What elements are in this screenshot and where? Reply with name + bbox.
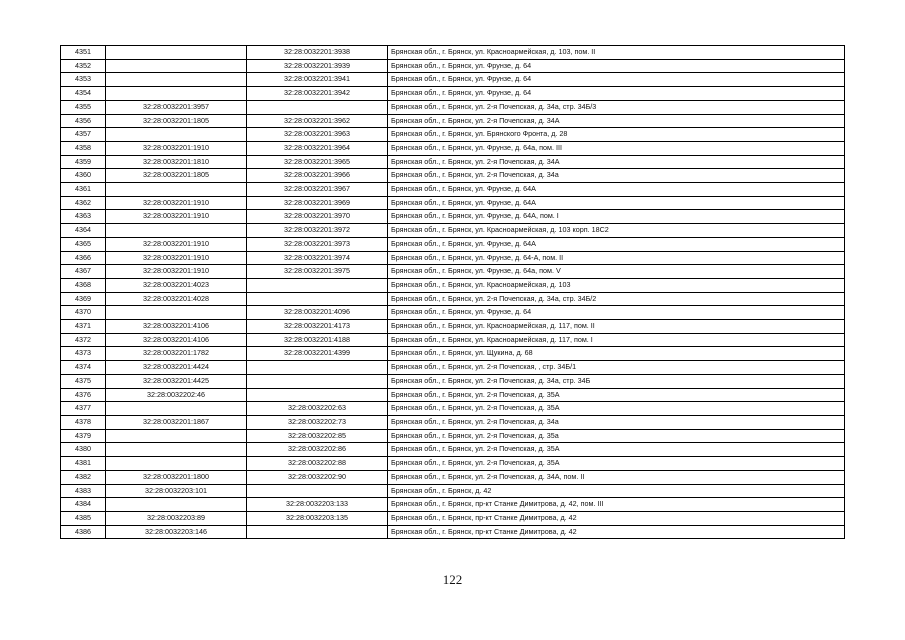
address-cell: Брянская обл., г. Брянск, ул. 2-я Почепская, , стр. 34Б/1 (388, 361, 845, 375)
address-cell: Брянская обл., г. Брянск, ул. Фрунзе, д. 64 (388, 87, 845, 101)
linked-cadastral-number-cell: 32:28:0032201:4188 (247, 333, 388, 347)
row-number-cell: 4369 (61, 292, 106, 306)
linked-cadastral-number-cell: 32:28:0032201:3972 (247, 224, 388, 238)
address-cell: Брянская обл., г. Брянск, ул. 2-я Почепская, д. 35а (388, 429, 845, 443)
address-cell: Брянская обл., г. Брянск, ул. Фрунзе, д. 64а, пом. V (388, 265, 845, 279)
table-row (61, 237, 845, 251)
table-row (61, 306, 845, 320)
row-number-cell: 4375 (61, 374, 106, 388)
table-row (61, 292, 845, 306)
address-cell: Брянская обл., г. Брянск, ул. Красноармейская, д. 103, пом. II (388, 46, 845, 60)
cadastral-number-cell (106, 457, 247, 471)
linked-cadastral-number-cell: 32:28:0032202:86 (247, 443, 388, 457)
address-cell: Брянская обл., г. Брянск, ул. Красноармейская, д. 103 корп. 18С2 (388, 224, 845, 238)
page-number: 122 (442, 572, 463, 587)
cadastral-number-cell (106, 46, 247, 60)
row-number-cell: 4384 (61, 498, 106, 512)
address-cell: Брянская обл., г. Брянск, пр-кт Станке Димитрова, д. 42, пом. III (388, 498, 845, 512)
row-number-cell: 4372 (61, 333, 106, 347)
cadastral-number-cell: 32:28:0032202:46 (106, 388, 247, 402)
row-number-cell: 4356 (61, 114, 106, 128)
linked-cadastral-number-cell (247, 278, 388, 292)
address-cell: Брянская обл., г. Брянск, ул. 2-я Почепская, д. 34А, пом. II (388, 470, 845, 484)
row-number-cell: 4353 (61, 73, 106, 87)
table-row (61, 73, 845, 87)
table-row (61, 402, 845, 416)
row-number-cell: 4379 (61, 429, 106, 443)
linked-cadastral-number-cell: 32:28:0032202:85 (247, 429, 388, 443)
cadastral-number-cell: 32:28:0032201:4028 (106, 292, 247, 306)
address-cell: Брянская обл., г. Брянск, ул. 2-я Почепская, д. 35А (388, 388, 845, 402)
row-number-cell: 4371 (61, 320, 106, 334)
row-number-cell: 4386 (61, 525, 106, 539)
cadastral-number-cell: 32:28:0032201:1782 (106, 347, 247, 361)
row-number-cell: 4385 (61, 511, 106, 525)
cadastral-number-cell: 32:28:0032201:1910 (106, 251, 247, 265)
cadastral-number-cell: 32:28:0032201:1800 (106, 470, 247, 484)
row-number-cell: 4365 (61, 237, 106, 251)
cadastral-number-cell: 32:28:0032201:1910 (106, 141, 247, 155)
table-row (61, 46, 845, 60)
linked-cadastral-number-cell: 32:28:0032203:133 (247, 498, 388, 512)
address-cell: Брянская обл., г. Брянск, ул. Фрунзе, д. 64 (388, 73, 845, 87)
linked-cadastral-number-cell (247, 100, 388, 114)
address-cell: Брянская обл., г. Брянск, ул. Красноармейская, д. 117, пом. I (388, 333, 845, 347)
linked-cadastral-number-cell (247, 361, 388, 375)
address-cell: Брянская обл., г. Брянск, ул. Красноармейская, д. 103 (388, 278, 845, 292)
table-row (61, 59, 845, 73)
row-number-cell: 4359 (61, 155, 106, 169)
address-cell: Брянская обл., г. Брянск, ул. 2-я Почепская, д. 35А (388, 457, 845, 471)
row-number-cell: 4376 (61, 388, 106, 402)
linked-cadastral-number-cell: 32:28:0032202:63 (247, 402, 388, 416)
table-row (61, 484, 845, 498)
table-row (61, 141, 845, 155)
row-number-cell: 4360 (61, 169, 106, 183)
address-cell: Брянская обл., г. Брянск, ул. Фрунзе, д. 64А (388, 237, 845, 251)
address-cell: Брянская обл., г. Брянск, ул. Фрунзе, д. 64 (388, 306, 845, 320)
table-row (61, 511, 845, 525)
table-row (61, 128, 845, 142)
row-number-cell: 4363 (61, 210, 106, 224)
linked-cadastral-number-cell: 32:28:0032201:3965 (247, 155, 388, 169)
linked-cadastral-number-cell: 32:28:0032201:3966 (247, 169, 388, 183)
cadastral-number-cell: 32:28:0032203:146 (106, 525, 247, 539)
cadastral-number-cell (106, 224, 247, 238)
table-row (61, 361, 845, 375)
cadastral-number-cell (106, 183, 247, 197)
row-number-cell: 4362 (61, 196, 106, 210)
row-number-cell: 4361 (61, 183, 106, 197)
cadastral-number-cell (106, 306, 247, 320)
row-number-cell: 4355 (61, 100, 106, 114)
table-row (61, 333, 845, 347)
linked-cadastral-number-cell: 32:28:0032201:4173 (247, 320, 388, 334)
cadastral-number-cell (106, 73, 247, 87)
cadastral-number-cell: 32:28:0032203:101 (106, 484, 247, 498)
linked-cadastral-number-cell: 32:28:0032201:3942 (247, 87, 388, 101)
row-number-cell: 4374 (61, 361, 106, 375)
row-number-cell: 4373 (61, 347, 106, 361)
linked-cadastral-number-cell (247, 374, 388, 388)
table-row (61, 443, 845, 457)
linked-cadastral-number-cell: 32:28:0032201:3963 (247, 128, 388, 142)
table-row (61, 224, 845, 238)
row-number-cell: 4380 (61, 443, 106, 457)
address-cell: Брянская обл., г. Брянск, ул. 2-я Почепская, д. 35А (388, 402, 845, 416)
linked-cadastral-number-cell: 32:28:0032201:3970 (247, 210, 388, 224)
row-number-cell: 4378 (61, 415, 106, 429)
address-cell: Брянская обл., г. Брянск, ул. 2-я Почепская, д. 34а, стр. 34Б/2 (388, 292, 845, 306)
linked-cadastral-number-cell: 32:28:0032201:3974 (247, 251, 388, 265)
cadastral-number-cell: 32:28:0032201:1910 (106, 210, 247, 224)
linked-cadastral-number-cell (247, 484, 388, 498)
table-row (61, 210, 845, 224)
table-row (61, 265, 845, 279)
table-row (61, 183, 845, 197)
row-number-cell: 4381 (61, 457, 106, 471)
cadastral-number-cell (106, 402, 247, 416)
linked-cadastral-number-cell: 32:28:0032201:3962 (247, 114, 388, 128)
address-cell: Брянская обл., г. Брянск, ул. Фрунзе, д. 64-А, пом. II (388, 251, 845, 265)
table-row (61, 498, 845, 512)
address-cell: Брянская обл., г. Брянск, ул. 2-я Почепская, д. 34а (388, 169, 845, 183)
cadastral-number-cell (106, 498, 247, 512)
cadastral-number-cell: 32:28:0032201:1867 (106, 415, 247, 429)
cadastral-number-cell: 32:28:0032201:4106 (106, 333, 247, 347)
table-row (61, 470, 845, 484)
row-number-cell: 4382 (61, 470, 106, 484)
address-cell: Брянская обл., г. Брянск, пр-кт Станке Димитрова, д. 42 (388, 511, 845, 525)
table-row (61, 347, 845, 361)
address-cell: Брянская обл., г. Брянск, ул. Фрунзе, д. 64а, пом. III (388, 141, 845, 155)
registry-table-body (61, 46, 845, 539)
row-number-cell: 4383 (61, 484, 106, 498)
cadastral-number-cell: 32:28:0032201:1810 (106, 155, 247, 169)
address-cell: Брянская обл., г. Брянск, ул. 2-я Почепская, д. 34а, стр. 34Б (388, 374, 845, 388)
table-row (61, 100, 845, 114)
cadastral-number-cell: 32:28:0032201:1805 (106, 114, 247, 128)
table-row (61, 278, 845, 292)
linked-cadastral-number-cell: 32:28:0032202:73 (247, 415, 388, 429)
linked-cadastral-number-cell: 32:28:0032202:90 (247, 470, 388, 484)
row-number-cell: 4354 (61, 87, 106, 101)
cadastral-number-cell: 32:28:0032201:4425 (106, 374, 247, 388)
linked-cadastral-number-cell: 32:28:0032201:3975 (247, 265, 388, 279)
address-cell: Брянская обл., г. Брянск, ул. 2-я Почепская, д. 34а (388, 415, 845, 429)
cadastral-number-cell: 32:28:0032201:1805 (106, 169, 247, 183)
linked-cadastral-number-cell: 32:28:0032203:135 (247, 511, 388, 525)
table-row (61, 196, 845, 210)
address-cell: Брянская обл., г. Брянск, ул. Фрунзе, д. 64А (388, 196, 845, 210)
row-number-cell: 4357 (61, 128, 106, 142)
row-number-cell: 4352 (61, 59, 106, 73)
linked-cadastral-number-cell (247, 388, 388, 402)
table-row (61, 251, 845, 265)
row-number-cell: 4367 (61, 265, 106, 279)
cadastral-number-cell: 32:28:0032201:1910 (106, 196, 247, 210)
table-row (61, 114, 845, 128)
table-row (61, 525, 845, 539)
address-cell: Брянская обл., г. Брянск, ул. 2-я Почепская, д. 34а, стр. 34Б/3 (388, 100, 845, 114)
address-cell: Брянская обл., г. Брянск, ул. 2-я Почепская, д. 35А (388, 443, 845, 457)
address-cell: Брянская обл., г. Брянск, ул. 2-я Почепская, д. 34А (388, 155, 845, 169)
cadastral-number-cell: 32:28:0032201:4023 (106, 278, 247, 292)
linked-cadastral-number-cell: 32:28:0032201:3967 (247, 183, 388, 197)
linked-cadastral-number-cell: 32:28:0032201:3973 (247, 237, 388, 251)
row-number-cell: 4377 (61, 402, 106, 416)
table-row (61, 320, 845, 334)
table-row (61, 457, 845, 471)
linked-cadastral-number-cell: 32:28:0032201:4399 (247, 347, 388, 361)
row-number-cell: 4358 (61, 141, 106, 155)
address-cell: Брянская обл., г. Брянск, пр-кт Станке Димитрова, д. 42 (388, 525, 845, 539)
linked-cadastral-number-cell: 32:28:0032201:3938 (247, 46, 388, 60)
row-number-cell: 4366 (61, 251, 106, 265)
row-number-cell: 4370 (61, 306, 106, 320)
cadastral-number-cell: 32:28:0032201:3957 (106, 100, 247, 114)
row-number-cell: 4368 (61, 278, 106, 292)
cadastral-number-cell (106, 87, 247, 101)
cadastral-number-cell: 32:28:0032201:4424 (106, 361, 247, 375)
cadastral-number-cell (106, 59, 247, 73)
table-row (61, 429, 845, 443)
address-cell: Брянская обл., г. Брянск, ул. 2-я Почепская, д. 34А (388, 114, 845, 128)
address-cell: Брянская обл., г. Брянск, ул. Красноармейская, д. 117, пом. II (388, 320, 845, 334)
cadastral-number-cell (106, 429, 247, 443)
cadastral-number-cell: 32:28:0032201:4106 (106, 320, 247, 334)
linked-cadastral-number-cell (247, 292, 388, 306)
table-row (61, 388, 845, 402)
linked-cadastral-number-cell (247, 525, 388, 539)
linked-cadastral-number-cell: 32:28:0032201:4096 (247, 306, 388, 320)
row-number-cell: 4351 (61, 46, 106, 60)
linked-cadastral-number-cell: 32:28:0032201:3969 (247, 196, 388, 210)
address-cell: Брянская обл., г. Брянск, ул. Фрунзе, д. 64А (388, 183, 845, 197)
cadastral-number-cell: 32:28:0032203:89 (106, 511, 247, 525)
linked-cadastral-number-cell: 32:28:0032202:88 (247, 457, 388, 471)
address-cell: Брянская обл., г. Брянск, ул. Фрунзе, д. 64А, пом. I (388, 210, 845, 224)
row-number-cell: 4364 (61, 224, 106, 238)
table-row (61, 87, 845, 101)
linked-cadastral-number-cell: 32:28:0032201:3964 (247, 141, 388, 155)
cadastral-number-cell (106, 443, 247, 457)
cadastral-number-cell: 32:28:0032201:1910 (106, 237, 247, 251)
address-cell: Брянская обл., г. Брянск, ул. Фрунзе, д. 64 (388, 59, 845, 73)
table-row (61, 155, 845, 169)
registry-table (60, 45, 845, 539)
cadastral-number-cell (106, 128, 247, 142)
table-row (61, 374, 845, 388)
cadastral-number-cell: 32:28:0032201:1910 (106, 265, 247, 279)
linked-cadastral-number-cell: 32:28:0032201:3939 (247, 59, 388, 73)
table-row (61, 415, 845, 429)
address-cell: Брянская обл., г. Брянск, ул. Брянского Фронта, д. 28 (388, 128, 845, 142)
address-cell: Брянская обл., г. Брянск, д. 42 (388, 484, 845, 498)
table-row (61, 169, 845, 183)
linked-cadastral-number-cell: 32:28:0032201:3941 (247, 73, 388, 87)
address-cell: Брянская обл., г. Брянск, ул. Щукина, д. 68 (388, 347, 845, 361)
